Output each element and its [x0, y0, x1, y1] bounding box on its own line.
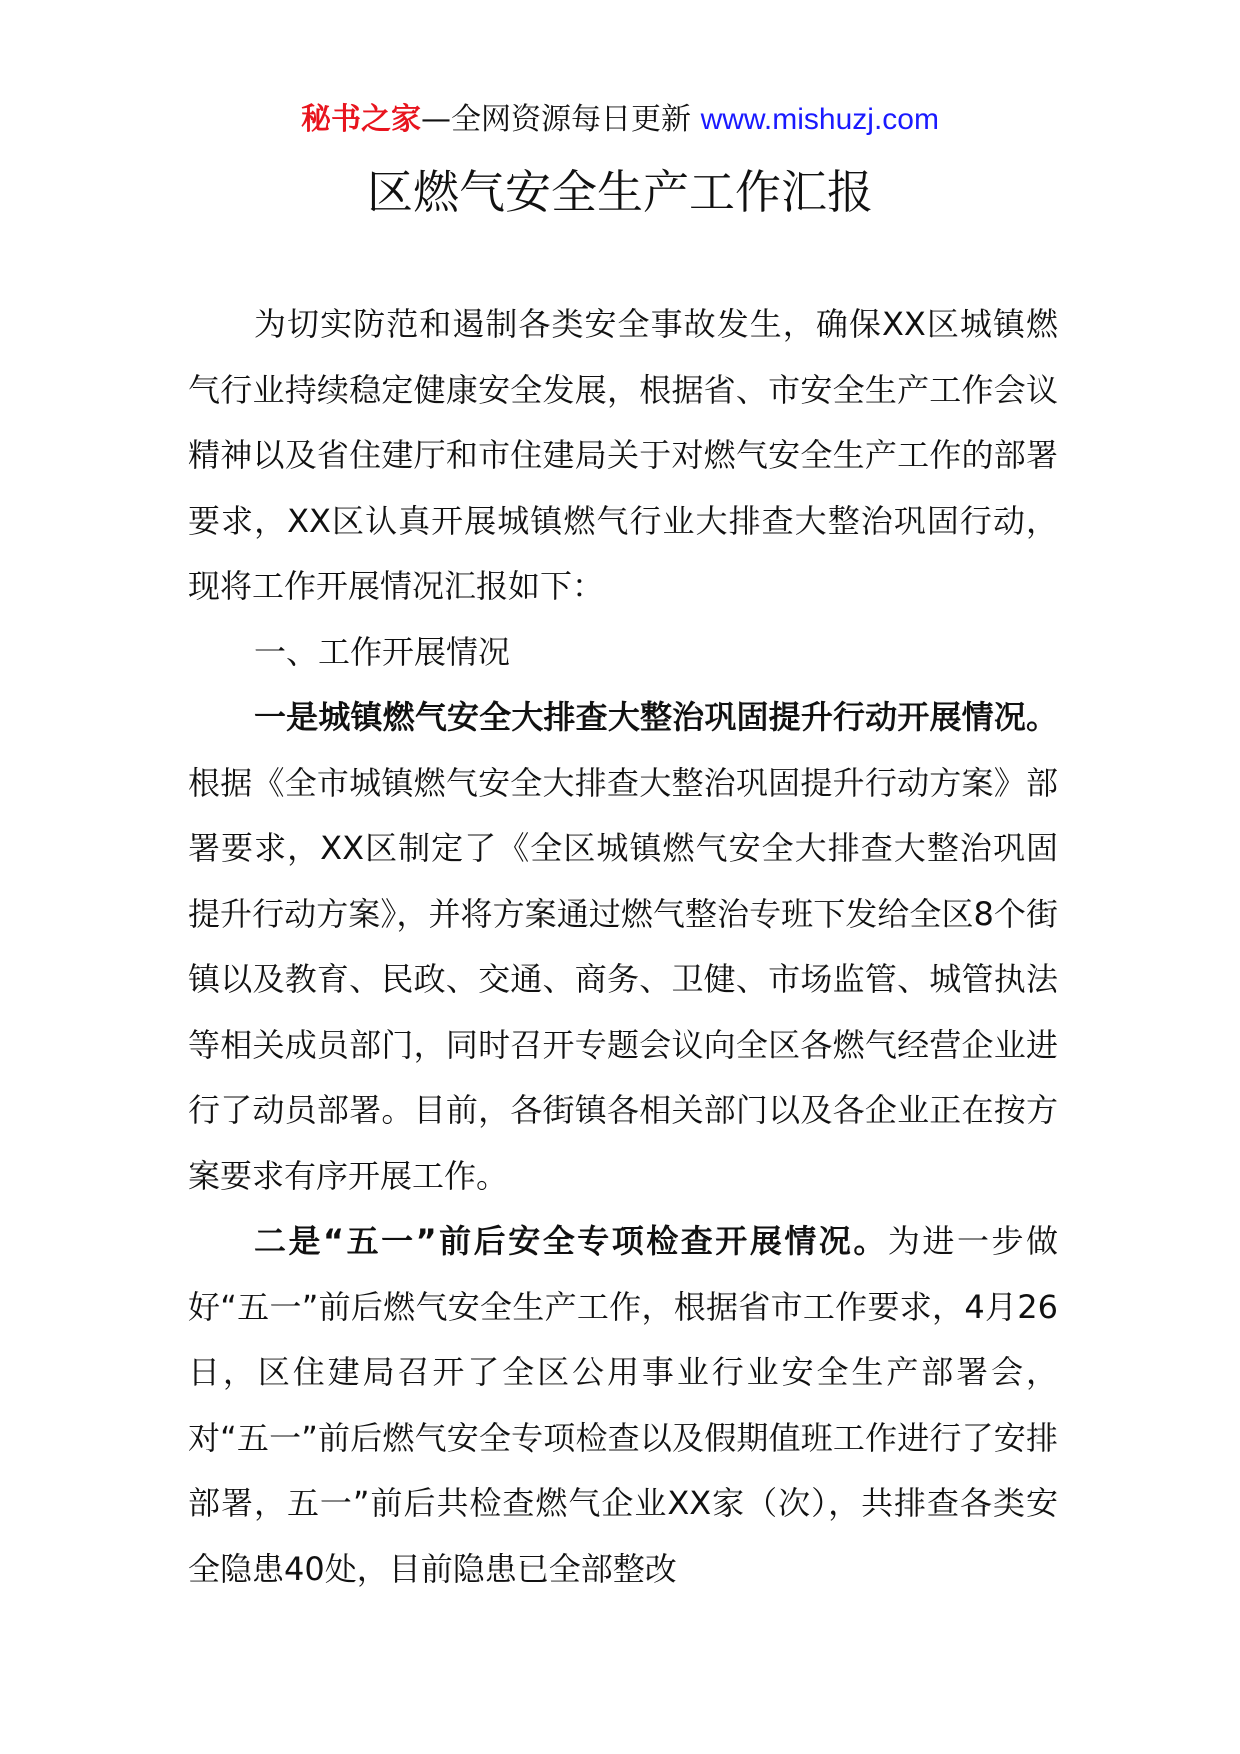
- intro-paragraph: 为切实防范和遏制各类安全事故发生，确保XX区城镇燃气行业持续稳定健康安全发展，根据省、市安全生产工作会议精神以及省住建厅和市住建局关于对燃气安全生产工作的部署要求，XX区认真开展城镇燃气行业大排查大整治巩固行动，现将工作开展情况汇报如下：: [188, 305, 1058, 605]
- document-title: 区燃气安全生产工作汇报: [367, 165, 873, 219]
- item-two-body: 为进一步做好“五一”前后燃气安全生产工作，根据省市工作要求，4月26日，区住建局召开了全区公用事业行业安全生产部署会，对“五一”前后燃气安全专项检查以及假期值班工作进行了安排部署，五一”前后共检查燃气企业XX家（次），共排查各类安全隐患40处，目前隐患已全部整改: [188, 1222, 1058, 1588]
- banner-slogan: —全网资源每日更新: [421, 102, 692, 137]
- document-body: [188, 292, 1058, 1602]
- section-heading: 一、工作开展情况: [254, 632, 511, 671]
- item-two-lead: 二是“五一”前后安全专项检查开展情况。: [254, 1222, 888, 1260]
- brand-name: 秘书之家: [301, 102, 422, 137]
- item-one-paragraph: [188, 685, 1058, 1209]
- site-url-link[interactable]: www.mishuzj.com: [700, 103, 939, 136]
- item-two-paragraph: [188, 1209, 1058, 1602]
- item-one-body: 根据《全市城镇燃气安全大排查大整治巩固提升行动方案》部署要求，XX区制定了《全区城镇燃气安全大排查大整治巩固提升行动方案》，并将方案通过燃气整治专班下发给全区8个街镇以及教育、民政、交通、商务、卫健、市场监管、城管执法等相关成员部门，同时召开专题会议向全区各燃气经营企业进行了动员部署。目前，各街镇各相关部门以及各企业正在按方案要求有序开展工作。: [188, 763, 1058, 1195]
- site-banner: [0, 100, 1240, 140]
- item-one-lead: 一是城镇燃气安全大排查大整治巩固提升行动开展情况。: [254, 698, 1058, 736]
